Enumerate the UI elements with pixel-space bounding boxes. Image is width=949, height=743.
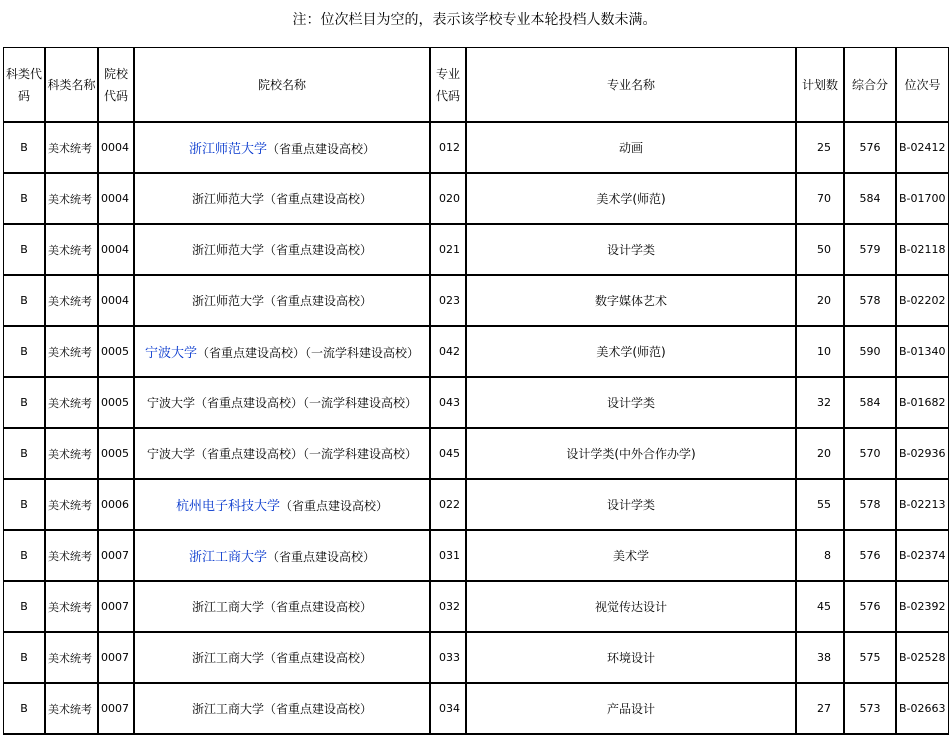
category-name-cell: 美术统考 (46, 429, 99, 480)
school-code-cell: 0006 (99, 480, 135, 531)
major-code-cell: 032 (431, 582, 467, 633)
category-name-cell: 美术统考 (46, 633, 99, 684)
plan-cell: 50 (797, 225, 845, 276)
plan-cell: 55 (797, 480, 845, 531)
table-row (4, 276, 949, 327)
school-name-cell (135, 582, 431, 633)
header-category-name: 科类名称 (46, 48, 99, 123)
category-code-cell: B (4, 480, 46, 531)
school-link[interactable]: 杭州电子科技大学 (175, 499, 280, 514)
category-code-cell: B (4, 225, 46, 276)
table-row (4, 582, 949, 633)
table-row (4, 633, 949, 684)
header-row (4, 48, 949, 123)
school-name-cell (135, 429, 431, 480)
score-cell: 570 (845, 429, 897, 480)
school-code-cell: 0004 (99, 276, 135, 327)
plan-cell: 8 (797, 531, 845, 582)
school-name-cell (135, 123, 431, 174)
plan-cell: 10 (797, 327, 845, 378)
table-row (4, 174, 949, 225)
category-name-cell: 美术统考 (46, 327, 99, 378)
plan-cell: 70 (797, 174, 845, 225)
major-code-cell: 022 (431, 480, 467, 531)
school-name-cell (135, 327, 431, 378)
school-name-text: 浙江工商大学（省重点建设高校） (191, 651, 372, 665)
school-name-cell (135, 684, 431, 735)
school-suffix: （省重点建设高校）（一流学科建设高校） (197, 346, 420, 360)
plan-cell: 38 (797, 633, 845, 684)
major-code-cell: 021 (431, 225, 467, 276)
category-code-cell: B (4, 633, 46, 684)
rank-cell: B-01340 (897, 327, 949, 378)
header-major-name: 专业名称 (467, 48, 797, 123)
major-code-cell: 045 (431, 429, 467, 480)
table-row (4, 531, 949, 582)
school-name-text: 宁波大学（省重点建设高校）（一流学科建设高校） (146, 396, 417, 410)
category-name-cell: 美术统考 (46, 582, 99, 633)
table-row (4, 429, 949, 480)
school-name-cell (135, 276, 431, 327)
table-row (4, 480, 949, 531)
rank-cell: B-02374 (897, 531, 949, 582)
major-code-cell: 043 (431, 378, 467, 429)
rank-cell: B-02118 (897, 225, 949, 276)
rank-cell: B-01682 (897, 378, 949, 429)
category-name-cell: 美术统考 (46, 276, 99, 327)
header-plan: 计划数 (797, 48, 845, 123)
major-name-cell: 设计学类 (467, 225, 797, 276)
category-code-cell: B (4, 327, 46, 378)
plan-cell: 27 (797, 684, 845, 735)
plan-cell: 25 (797, 123, 845, 174)
category-name-cell: 美术统考 (46, 174, 99, 225)
score-cell: 576 (845, 582, 897, 633)
school-name-text: 浙江师范大学（省重点建设高校） (191, 294, 372, 308)
school-code-cell: 0004 (99, 174, 135, 225)
school-name-text: 浙江师范大学（省重点建设高校） (191, 192, 372, 206)
category-name-cell: 美术统考 (46, 123, 99, 174)
school-code-cell: 0007 (99, 684, 135, 735)
category-name-cell: 美术统考 (46, 225, 99, 276)
header-major-code: 专业代码 (431, 48, 467, 123)
major-code-cell: 033 (431, 633, 467, 684)
table-note: 注：位次栏目为空的，表示该学校专业本轮投档人数未满。 (292, 12, 657, 28)
school-suffix: （省重点建设高校） (267, 550, 376, 564)
major-name-cell: 美术学(师范) (467, 174, 797, 225)
score-cell: 578 (845, 276, 897, 327)
school-code-cell: 0007 (99, 582, 135, 633)
category-code-cell: B (4, 684, 46, 735)
category-code-cell: B (4, 582, 46, 633)
score-cell: 590 (845, 327, 897, 378)
school-name-cell (135, 633, 431, 684)
category-code-cell: B (4, 123, 46, 174)
school-suffix: （省重点建设高校） (267, 142, 376, 156)
category-name-cell: 美术统考 (46, 531, 99, 582)
rank-cell: B-02392 (897, 582, 949, 633)
rank-cell: B-02936 (897, 429, 949, 480)
category-name-cell: 美术统考 (46, 684, 99, 735)
major-code-cell: 034 (431, 684, 467, 735)
table-row (4, 225, 949, 276)
school-code-cell: 0005 (99, 378, 135, 429)
major-name-cell: 环境设计 (467, 633, 797, 684)
school-name-text: 宁波大学（省重点建设高校）（一流学科建设高校） (146, 447, 417, 461)
school-code-cell: 0007 (99, 633, 135, 684)
school-name-text: 浙江师范大学（省重点建设高校） (191, 243, 372, 257)
school-code-cell: 0005 (99, 327, 135, 378)
rank-cell: B-02528 (897, 633, 949, 684)
score-cell: 576 (845, 123, 897, 174)
plan-cell: 32 (797, 378, 845, 429)
school-name-cell (135, 480, 431, 531)
major-name-cell: 设计学类(中外合作办学) (467, 429, 797, 480)
school-link[interactable]: 宁波大学 (144, 346, 197, 361)
header-school-code: 院校代码 (99, 48, 135, 123)
school-code-cell: 0005 (99, 429, 135, 480)
score-cell: 578 (845, 480, 897, 531)
category-code-cell: B (4, 174, 46, 225)
category-name-cell: 美术统考 (46, 480, 99, 531)
score-cell: 573 (845, 684, 897, 735)
major-code-cell: 031 (431, 531, 467, 582)
category-name-cell: 美术统考 (46, 378, 99, 429)
school-code-cell: 0004 (99, 123, 135, 174)
header-rank: 位次号 (897, 48, 949, 123)
major-code-cell: 020 (431, 174, 467, 225)
plan-cell: 20 (797, 276, 845, 327)
rank-cell: B-02213 (897, 480, 949, 531)
table-row (4, 327, 949, 378)
category-code-cell: B (4, 429, 46, 480)
school-name-cell (135, 531, 431, 582)
rank-cell: B-02412 (897, 123, 949, 174)
table-row (4, 123, 949, 174)
rank-cell: B-01700 (897, 174, 949, 225)
major-name-cell: 美术学 (467, 531, 797, 582)
header-category-code: 科类代码 (4, 48, 46, 123)
score-cell: 584 (845, 378, 897, 429)
major-name-cell: 设计学类 (467, 480, 797, 531)
major-name-cell: 视觉传达设计 (467, 582, 797, 633)
rank-cell: B-02202 (897, 276, 949, 327)
major-code-cell: 012 (431, 123, 467, 174)
school-name-text: 浙江工商大学（省重点建设高校） (191, 702, 372, 716)
school-link[interactable]: 浙江师范大学 (188, 142, 267, 157)
school-code-cell: 0004 (99, 225, 135, 276)
major-name-cell: 数字媒体艺术 (467, 276, 797, 327)
admission-table (3, 47, 949, 735)
major-name-cell: 动画 (467, 123, 797, 174)
school-name-text: 浙江工商大学（省重点建设高校） (191, 600, 372, 614)
score-cell: 576 (845, 531, 897, 582)
table-row (4, 684, 949, 735)
major-code-cell: 042 (431, 327, 467, 378)
school-link[interactable]: 浙江工商大学 (188, 550, 267, 565)
school-name-cell (135, 378, 431, 429)
header-score: 综合分 (845, 48, 897, 123)
school-name-cell (135, 174, 431, 225)
category-code-cell: B (4, 531, 46, 582)
major-name-cell: 美术学(师范) (467, 327, 797, 378)
major-name-cell: 设计学类 (467, 378, 797, 429)
score-cell: 575 (845, 633, 897, 684)
category-code-cell: B (4, 378, 46, 429)
major-code-cell: 023 (431, 276, 467, 327)
header-school-name: 院校名称 (135, 48, 431, 123)
table-row (4, 378, 949, 429)
score-cell: 579 (845, 225, 897, 276)
plan-cell: 45 (797, 582, 845, 633)
major-name-cell: 产品设计 (467, 684, 797, 735)
score-cell: 584 (845, 174, 897, 225)
category-code-cell: B (4, 276, 46, 327)
school-name-cell (135, 225, 431, 276)
plan-cell: 20 (797, 429, 845, 480)
school-code-cell: 0007 (99, 531, 135, 582)
school-suffix: （省重点建设高校） (280, 499, 389, 513)
rank-cell: B-02663 (897, 684, 949, 735)
